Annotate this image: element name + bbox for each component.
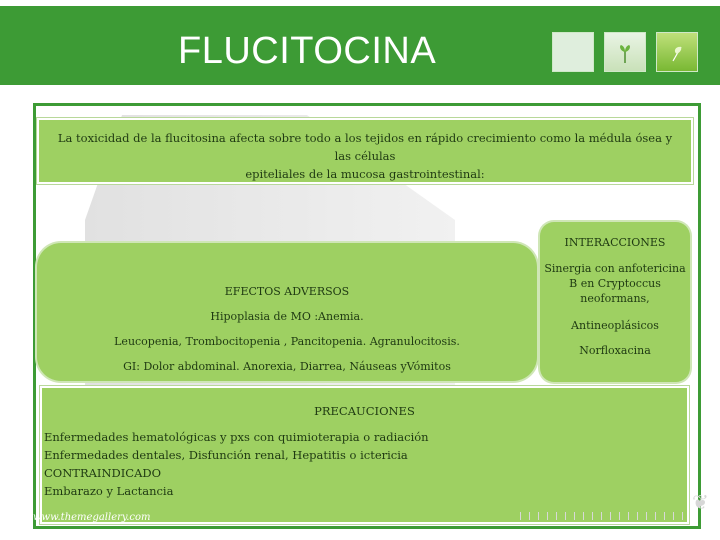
precautions-list xyxy=(42,428,687,500)
interactions-line: B en Cryptoccus xyxy=(569,277,661,290)
adverse-effects-line: GI: Dolor abdominal. Anorexia, Diarrea, Náuseas yVómitos xyxy=(123,360,451,373)
precautions-line: Enfermedades hematológicas y pxs con quimioterapia o radiación xyxy=(44,430,429,444)
intro-text xyxy=(39,120,691,183)
footer-url[interactable]: www.themegallery.com xyxy=(33,512,151,523)
intro-box xyxy=(37,118,693,184)
adverse-effects-line: Leucopenia, Trombocitopenia , Pancitopenia. Agranulocitosis. xyxy=(114,335,460,348)
thumbnail-leaf xyxy=(656,32,698,72)
intro-line-2: epiteliales de la mucosa gastrointestinal: xyxy=(245,167,485,181)
leaf-icon xyxy=(671,43,683,63)
header-thumbnails xyxy=(552,32,698,72)
adverse-effects-box xyxy=(37,243,537,381)
thumbnail-plain xyxy=(552,32,594,72)
adverse-effects-title: EFECTOS ADVERSOS xyxy=(224,285,350,298)
sprout-icon xyxy=(619,43,631,63)
adverse-effects-line: Hipoplasia de MO :Anemia. xyxy=(210,310,364,323)
interactions-title: INTERACCIONES xyxy=(564,236,666,249)
interactions-line: Antineoplásicos xyxy=(571,319,659,332)
precautions-line: CONTRAINDICADO xyxy=(44,466,162,480)
leaf-watermark-icon: ❦ xyxy=(692,490,709,514)
interactions-line: Norfloxacina xyxy=(579,344,651,357)
interactions-box xyxy=(540,222,690,382)
interactions-line: neoformans, xyxy=(580,292,650,305)
precautions-line: Embarazo y Lactancia xyxy=(44,484,174,498)
header-stripe xyxy=(0,0,720,6)
slide-title: FLUCITOCINA xyxy=(178,30,437,72)
precautions-box xyxy=(40,386,689,524)
thumbnail-sprout-soil xyxy=(604,32,646,72)
decorative-ticks xyxy=(520,512,690,520)
precautions-title: PRECAUCIONES xyxy=(314,404,415,418)
header-bar xyxy=(0,0,720,85)
interactions-line: Sinergia con anfotericina xyxy=(544,262,686,275)
precautions-line: Enfermedades dentales, Disfunción renal, Hepatitis o ictericia xyxy=(44,448,408,462)
intro-line-1: La toxicidad de la flucitosina afecta sobre todo a los tejidos en rápido crecimiento como la médula ósea y las células xyxy=(57,131,673,163)
